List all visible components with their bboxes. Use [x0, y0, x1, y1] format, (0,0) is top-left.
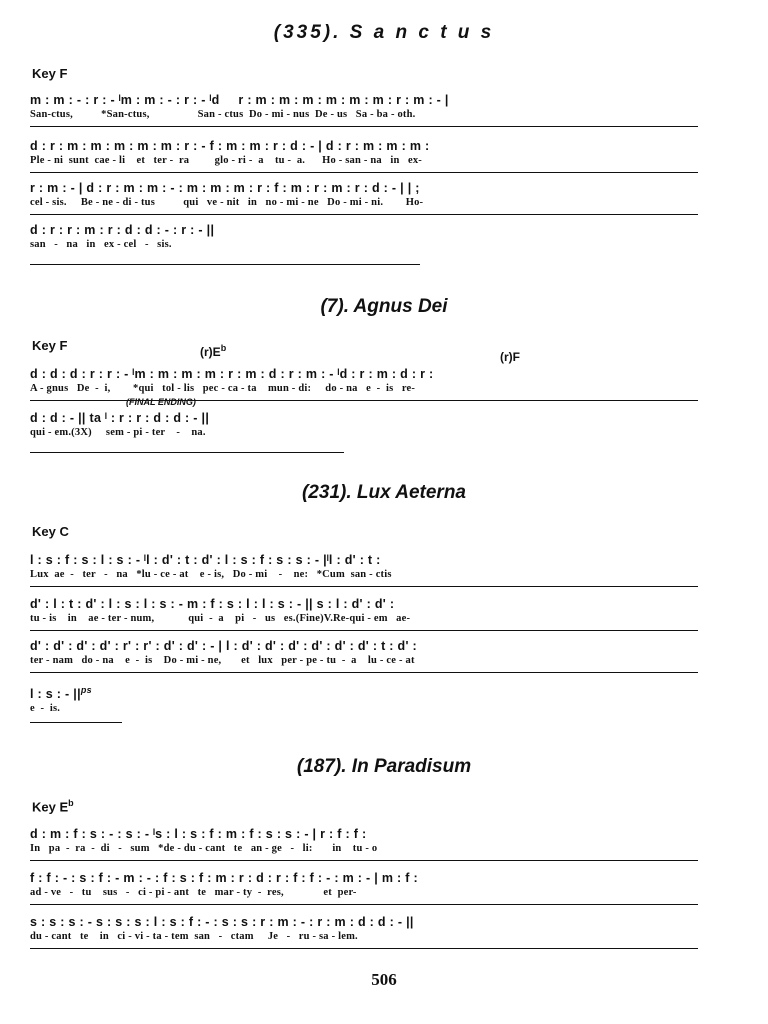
in-paradisum-title: (187). In Paradisum	[296, 756, 472, 777]
chord-prefix: (r)	[500, 350, 513, 364]
lyrics: qui - em.(3X) sem - pi - ter - na.	[30, 427, 206, 438]
lyrics: tu - is in ae - ter - num, qui - a pi - us es.(Fine)V.Re-qui - em ae-	[30, 613, 411, 624]
solfa-notes: m : m : - : r : - ˡm : m : - : r : - ˡd r : m : m : m : m : m : m : r : m : - |	[30, 93, 449, 107]
sanctus-key: Key F	[32, 66, 68, 81]
agnus-dei-line-1	[30, 366, 698, 401]
staff-rule	[30, 214, 698, 215]
staff-rule	[30, 126, 698, 127]
ps-mark: ps	[80, 685, 92, 695]
lux-aeterna-line-2	[30, 596, 698, 631]
staff-rule	[30, 586, 698, 587]
solfa-notes: d : d : d : r : r : - ˡm : m : m : m : r : m : d : r : m : - ˡd : r : m : d : r :	[30, 367, 434, 381]
solfa-notes: l : s : f : s : l : s : - ˡl : d' : t : d' : l : s : f : s : s : - |ˡl : d' : t :	[30, 553, 381, 567]
sanctus-line-1	[30, 92, 698, 127]
in-paradisum-line-2	[30, 870, 698, 905]
solfa-notes: d : m : f : s : - : s : - ˡs : l : s : f : m : f : s : s : - | r : f : f :	[30, 827, 367, 841]
solfa-notes: d' : l : t : d' : l : s : l : s : - m : f : s : l : l : s : - || s : l : d' : d' :	[30, 597, 395, 611]
final-ending-label: (FINAL ENDING)	[126, 397, 196, 407]
chord-flat: b	[220, 343, 227, 353]
lyrics: san - na in ex - cel - sis.	[30, 239, 172, 250]
lyrics: e - is.	[30, 703, 61, 715]
section-end-rule	[30, 452, 344, 453]
lyrics: San-ctus, *San-ctus, San - ctus Do - mi - nus De - us Sa - ba - oth.	[30, 109, 416, 120]
staff-rule	[30, 860, 698, 861]
solfa-notes: r : m : - | d : r : m : m : - : m : m : m : r : f : m : r : m : r : d : - | | ;	[30, 181, 420, 195]
section-end-rule	[30, 722, 122, 723]
sanctus-line-2	[30, 138, 698, 173]
lyrics: A - gnus De - i, *qui tol - lis pec - ca - ta mun - di: do - na e - is re-	[30, 383, 416, 394]
key-flat: b	[68, 798, 74, 808]
staff-rule	[30, 630, 698, 631]
staff-rule	[30, 672, 698, 673]
sanctus-line-3	[30, 180, 698, 215]
chord-letter: F	[512, 350, 521, 364]
lux-aeterna-line-1	[30, 552, 698, 587]
lyrics: ad - ve - tu sus - ci - pi - ant te mar - ty - res, et per-	[30, 887, 357, 898]
lyrics: du - cant te in ci - vi - ta - tem san - ctam Je - ru - sa - lem.	[30, 931, 358, 942]
agnus-dei-title: (7). Agnus Dei	[320, 296, 448, 317]
agnus-dei-key: Key F	[32, 338, 68, 353]
chord-letter: E	[212, 345, 221, 359]
staff-rule	[30, 948, 698, 949]
solfa-notes	[30, 682, 230, 702]
chord-prefix: (r)	[200, 345, 213, 359]
solfa-notes: d : d : - || ta ˡ : r : r : d : d : - ||	[30, 411, 210, 425]
solfa-notes: f : f : - : s : f : - m : - : f : s : f : m : r : d : r : f : f : - : m : - | m : f :	[30, 871, 418, 885]
lyrics: In pa - ra - di - sum *de - du - cant te an - ge - li: in tu - o	[30, 843, 378, 854]
solfa-notes: d : r : m : m : m : m : m : r : - f : m : m : r : d : - | d : r : m : m : m :	[30, 139, 430, 153]
staff-rule	[30, 172, 698, 173]
solfa-notes-text: l : s : - ||	[30, 687, 81, 702]
in-paradisum-line-3	[30, 914, 698, 949]
agnus-dei-line-2	[30, 410, 360, 439]
lyrics: Lux ae - ter - na *lu - ce - at e - is, Do - mi - ne: *Cum san - ctis	[30, 569, 392, 580]
lyrics: ter - nam do - na e - is Do - mi - ne, et lux per - pe - tu - a lu - ce - at	[30, 655, 415, 666]
lyrics: cel - sis. Be - ne - di - tus qui ve - nit in no - mi - ne Do - mi - ni. Ho-	[30, 197, 424, 208]
in-paradisum-key	[32, 798, 74, 814]
sanctus-line-4	[30, 222, 430, 251]
staff-rule	[30, 904, 698, 905]
lux-aeterna-line-4	[30, 682, 230, 715]
chord-marker-eb	[200, 343, 226, 359]
solfa-notes: d' : d' : d' : d' : r' : r' : d' : d' : - | l : d' : d' : d' : d' : d' : d' : t : d' :	[30, 639, 417, 653]
lux-aeterna-title: (231). Lux Aeterna	[301, 482, 466, 503]
chord-marker-f	[500, 350, 520, 364]
solfa-notes: d : r : r : m : r : d : d : - : r : - ||	[30, 223, 215, 237]
lyrics: Ple - ni sunt cae - li et ter - ra glo - ri - a tu - a. Ho - san - na in ex-	[30, 155, 422, 166]
page-number: 506	[371, 970, 397, 989]
section-end-rule	[30, 264, 420, 265]
lux-aeterna-key: Key C	[32, 524, 69, 539]
sanctus-title: (335). S a n c t u s	[273, 22, 495, 43]
key-text: Key E	[32, 799, 69, 815]
lux-aeterna-line-3	[30, 638, 698, 673]
solfa-notes: s : s : s : - s : s : s : l : s : f : - : s : s : r : m : - : r : m : d : d : - ||	[30, 915, 414, 929]
in-paradisum-line-1	[30, 826, 698, 861]
